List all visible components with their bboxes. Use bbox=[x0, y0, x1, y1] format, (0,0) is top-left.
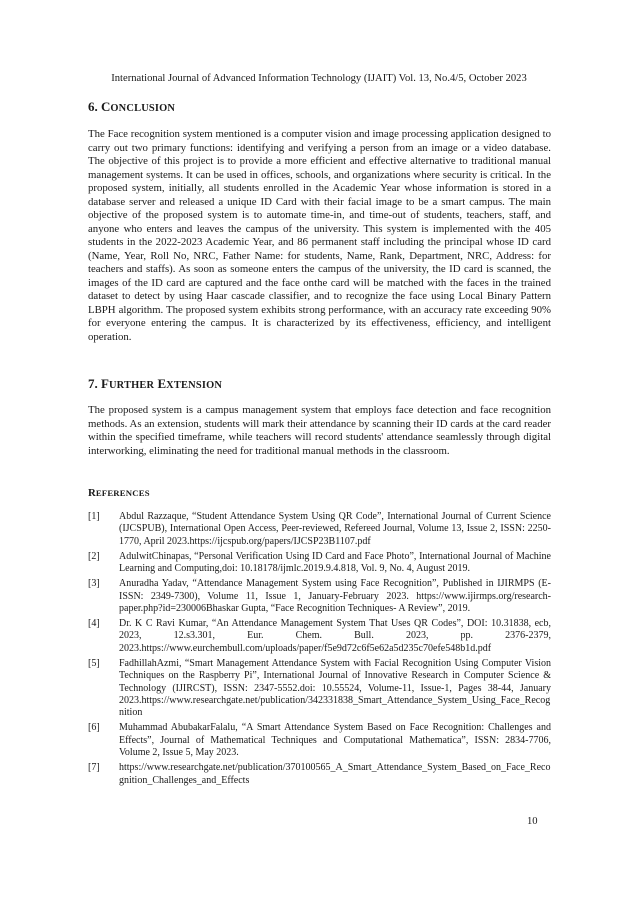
reference-text: https://www.researchgate.net/publication/370100565_A_Smart_Attendance_System_Based_on_Face_Recognition_Challenges_and_Effects bbox=[119, 762, 551, 786]
references-heading: REFERENCES bbox=[88, 487, 150, 499]
reference-number: [4] bbox=[88, 618, 100, 630]
reference-text: Abdul Razzaque, “Student Attendance System Using QR Code”, International Journal of Current Science (IJCSPUB), International Open Access, Peer-reviewed, Refereed Journal, Volume 13, Issue 2, ISSN: 2250-1770, April 2023.https://ijcspub.org/papers/IJCSP23B1107.pdf bbox=[119, 511, 551, 547]
reference-number: [6] bbox=[88, 722, 100, 734]
reference-item bbox=[88, 551, 551, 576]
reference-number: [3] bbox=[88, 578, 100, 590]
reference-item bbox=[88, 658, 551, 720]
reference-text: Dr. K C Ravi Kumar, “An Attendance Management System That Uses QR Codes”, DOI: 10.31838, ecb, 2023, 12.s3.301, Eur. Chem. Bull. 2023, pp. 2376-2379, 2023.https://www.eurchembull.com/uploads/paper/f5e9d72c6f5e62a5d235c70efe548b1d.pdf bbox=[119, 618, 551, 654]
page-number: 10 bbox=[527, 816, 538, 827]
running-head: International Journal of Advanced Information Technology (IJAIT) Vol. 13, No.4/5, October 2023 bbox=[111, 73, 527, 84]
section-number: 6. bbox=[88, 99, 98, 114]
references-list bbox=[88, 511, 551, 790]
section-number: 7. bbox=[88, 376, 98, 391]
section-title: FURTHER EXTENSION bbox=[101, 376, 223, 391]
further-extension-paragraph: The proposed system is a campus management system that employs face detection and face recognition methods. As an extension, students will mark their attendance by scanning their ID cards at the card reader within the specified timeframe, while teachers will record students' attendance seamlessly through digital interworking, eliminating the need for traditional manual methods in the classroom. bbox=[88, 404, 551, 457]
reference-text: AdulwitChinapas, “Personal Verification Using ID Card and Face Photo”, International Journal of Machine Learning and Computing,doi: 10.18178/ijmlc.2019.9.4.818, Vol. 9, No. 4, August 2019. bbox=[119, 550, 551, 575]
reference-item bbox=[88, 762, 551, 787]
reference-number: [7] bbox=[88, 762, 100, 774]
section-title: CONCLUSION bbox=[101, 99, 176, 114]
section-heading-further-extension bbox=[88, 376, 222, 393]
reference-item bbox=[88, 511, 551, 548]
reference-text: Anuradha Yadav, “Attendance Management System using Face Recognition”, Published in IJIRMPS (E-ISSN: 2349-7300), Volume 11, Issue 1, January-February 2023. https://www.ijirmps.org/research-paper.php?id=230006Bhaskar Gupta, “Face Recognition Techniques- A Review”, 2019. bbox=[119, 578, 551, 615]
reference-number: [1] bbox=[88, 511, 100, 522]
reference-text: Muhammad AbubakarFalalu, “A Smart Attendance System Based on Face Recognition: Challenges and Effects”, Journal of Mathematical Techniques and Computational Mathematica”, ISSN: 2834-7706, Volume 2, Issue 5, May 2023. bbox=[119, 722, 551, 759]
reference-text: FadhillahAzmi, “Smart Management Attendance System with Facial Recognition Using Computer Vision Techniques on the Raspberry Pi”, International Journal of Innovative Research in Computer Science & Technology (IJIRCST), ISSN: 2347-5552.doi: 10.55524, Volume-11, Issue-1, Pages 38-44, January 2023.https://www.researchgate.net/publication/342331838_Smart_Attendance_System_Using_Face_Recognition bbox=[119, 657, 551, 719]
reference-number: [2] bbox=[88, 550, 100, 562]
reference-item bbox=[88, 618, 551, 655]
conclusion-paragraph: The Face recognition system mentioned is a computer vision and image processing application designed to carry out two primary functions: identifying and verifying a person from an image or a video database. The objective of this project is to provide a more efficient and effective alternative to traditional manual management systems. It can be used in offices, schools, and organizations where security is critical. In the proposed system, initially, all students enrolled in the Academic Year whose information is stored in a database server and released a unique ID Card with their facial image to be a smart campus. The main objective of the proposed system is to automate time-in, and time-out of students, teachers, staff, and anyone who enters and leaves the campus of the university. This system is implemented with the 405 students in the 2022-2023 Academic Year, and 86 permanent staff including the principal whose ID card (Name, Year, Roll No, NRC, Father Name: for students, Name, Rank, Department, NRC, Address: for teachers and staffs). As soon as someone enters the campus of the university, the ID card is scanned, the images of the ID card are captured and the face onthe card will be matched with the faces in the trained dataset to detect by using Haar cascade classifier, and to recognize the face using Local Binary Pattern LBPH algorithm. The proposed system exhibits strong performance, with an accuracy rate exceeding 90% for everyone entering the campus. It is characterized by its effectiveness, efficiency, and intelligent operation. bbox=[88, 128, 551, 343]
reference-item bbox=[88, 722, 551, 759]
section-heading-conclusion bbox=[88, 99, 175, 116]
reference-item bbox=[88, 578, 551, 615]
reference-number: [5] bbox=[88, 657, 100, 669]
